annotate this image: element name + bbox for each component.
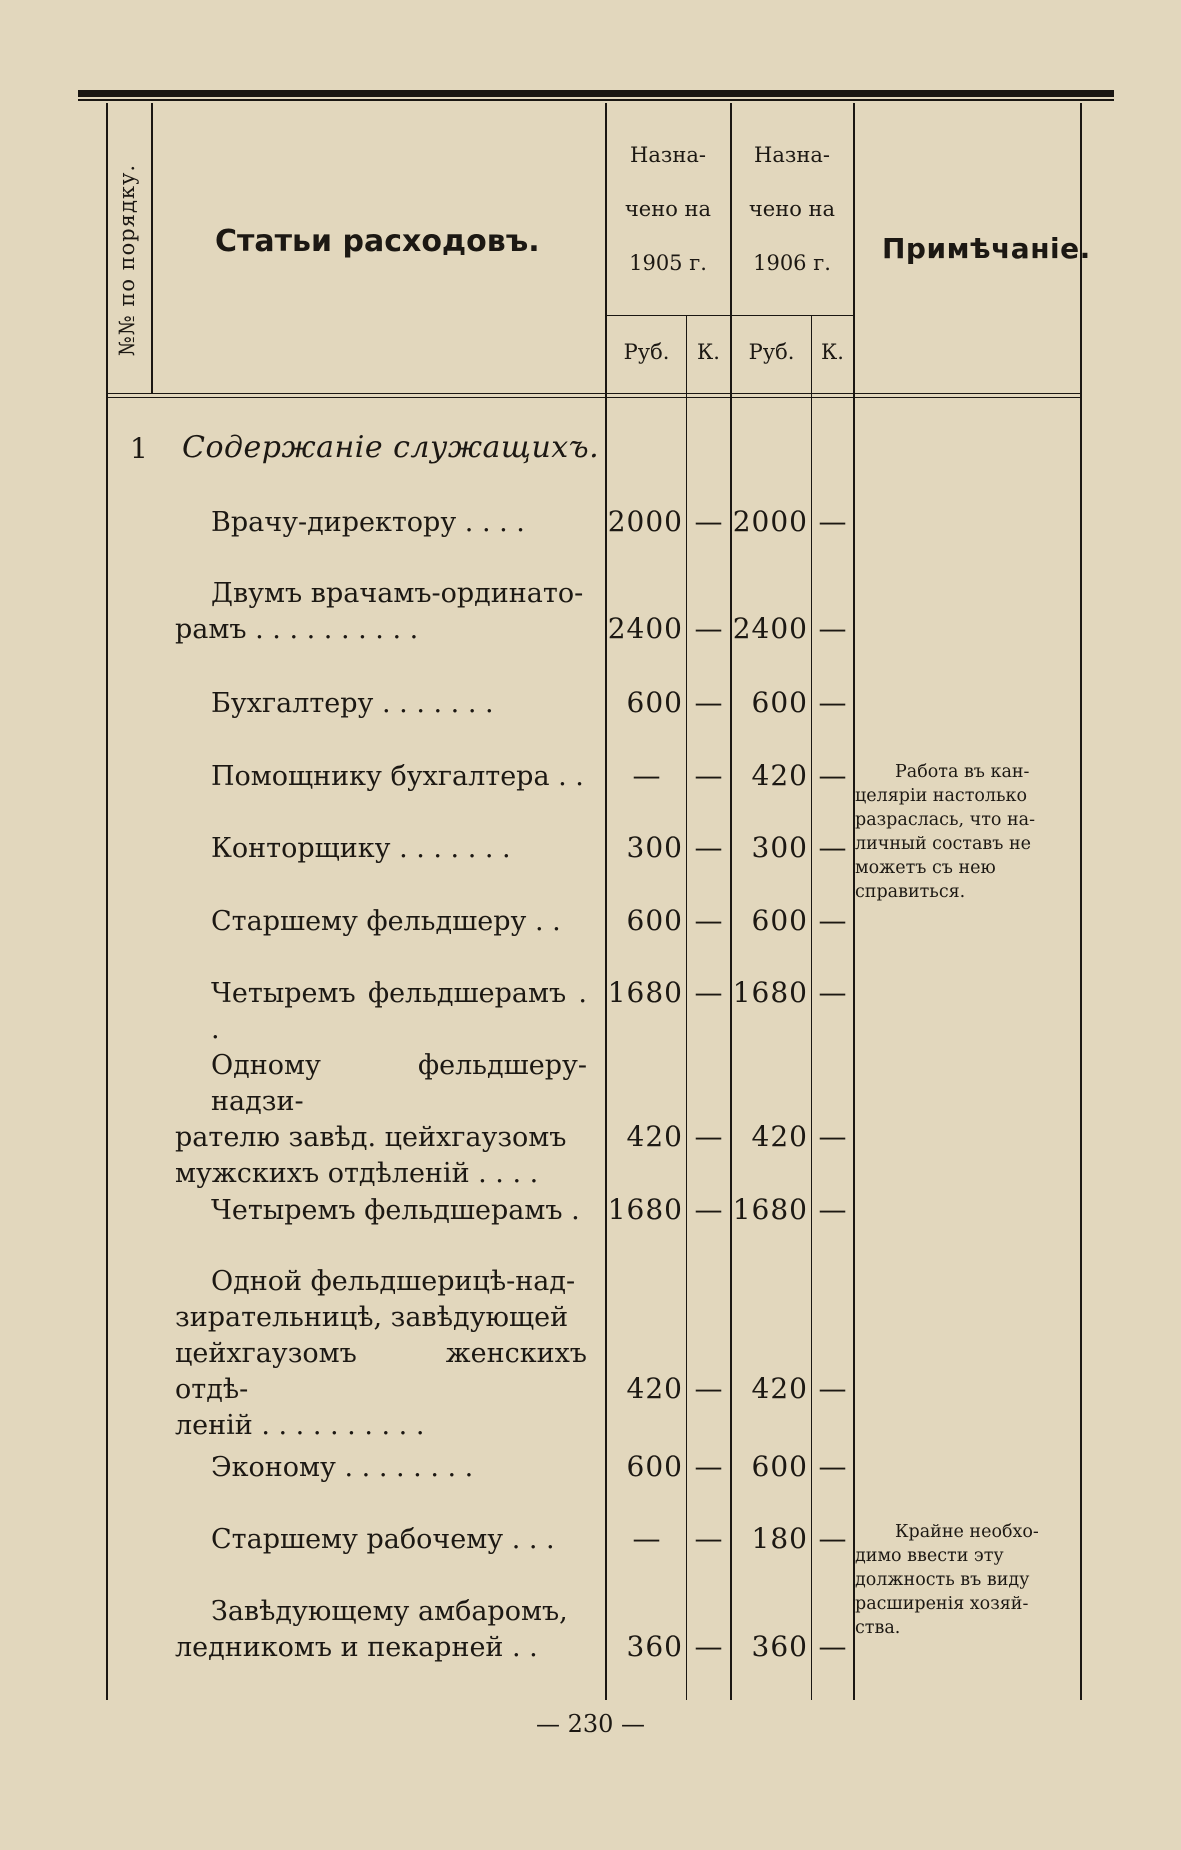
kop-1905: —	[694, 976, 723, 1009]
row-line: Одной фельдшерицѣ-над-	[211, 1266, 576, 1297]
kop-1905: —	[694, 505, 723, 538]
remark-line: ства.	[855, 1618, 901, 1638]
remark-line: личный составъ не	[855, 834, 1031, 854]
kop-1905: —	[694, 1120, 723, 1153]
row-line: зирательницѣ, завѣдующей	[175, 1302, 569, 1333]
column-header-1905	[607, 128, 729, 290]
column-header-1905-line3: 1905 г.	[629, 251, 707, 275]
amount-1906: 600	[751, 1450, 808, 1483]
kop-1905: —	[694, 612, 723, 645]
remark-line: димо ввести эту	[855, 1546, 1004, 1566]
column-header-1906-line2: чено на	[748, 197, 836, 221]
header-bottom-rule-2	[106, 397, 1082, 398]
table-row-label	[175, 1450, 587, 1486]
amount-1906: 1680	[732, 976, 808, 1009]
kop-1905: —	[694, 831, 723, 864]
row-line: леній . . . . . . . . . .	[175, 1410, 425, 1441]
kop-1906: —	[818, 831, 847, 864]
remark-line: Крайне необхо-	[895, 1522, 1039, 1542]
kop-1906: —	[818, 612, 847, 645]
column-header-1905-line1: Назна-	[630, 143, 706, 167]
column-header-1906	[732, 128, 852, 290]
unit-kop-1905: К.	[697, 340, 720, 364]
amount-1905: 600	[626, 1450, 683, 1483]
column-header-number-text: №№ по порядку.	[115, 163, 139, 357]
amount-1906: 300	[751, 831, 808, 864]
remark-line: целяріи настолько	[855, 786, 1028, 806]
remark-line: должность въ виду	[855, 1570, 1030, 1590]
table-row-label	[175, 831, 587, 867]
table-row-label	[175, 904, 587, 940]
row-line: Бухгалтеру . . . . . . .	[211, 688, 494, 719]
remark-senior-worker	[855, 1520, 1073, 1640]
kop-1905: —	[694, 1630, 723, 1663]
row-line: Старшему рабочему . . .	[211, 1524, 555, 1555]
table-row-label	[175, 759, 587, 795]
remark-line: расширенія хозяй-	[855, 1594, 1029, 1614]
amount-1906: 420	[751, 759, 808, 792]
amount-1906: 1680	[732, 1193, 808, 1226]
amount-1906: 420	[751, 1120, 808, 1153]
remark-line: справиться.	[855, 882, 966, 902]
table-row-label	[175, 505, 587, 541]
kop-1906: —	[818, 976, 847, 1009]
row-line: Четыремъ фельдшерамъ .	[211, 1195, 580, 1226]
row-line: Конторщику . . . . . . .	[211, 833, 511, 864]
kop-1906: —	[818, 1630, 847, 1663]
section-number: 1	[130, 432, 148, 465]
column-header-1905-line2: чено на	[624, 197, 712, 221]
kop-1906: —	[818, 759, 847, 792]
kop-1906: —	[818, 505, 847, 538]
row-line: Одному фельдшеру-надзи-	[211, 1050, 587, 1117]
row-line: цейхгаузомъ женскихъ отдѣ-	[175, 1338, 587, 1405]
amount-1905: 1680	[607, 976, 683, 1009]
amount-1906: 600	[751, 686, 808, 719]
unit-rub-1905: Руб.	[623, 340, 670, 364]
year-subheader-rule	[605, 315, 853, 316]
amount-1905: 2400	[607, 612, 683, 645]
amount-1905: 360	[626, 1630, 683, 1663]
column-header-1906-line3: 1906 г.	[753, 251, 831, 275]
amount-1905: —	[632, 1522, 661, 1555]
remark-line: разраслась, что на-	[855, 810, 1035, 830]
amount-1905: —	[632, 759, 661, 792]
page-number: — 230 —	[535, 1710, 646, 1738]
row-line: Четыремъ фельдшерамъ . .	[211, 978, 587, 1045]
kop-1905: —	[694, 1450, 723, 1483]
row-line: Врачу-директору . . . .	[211, 507, 525, 538]
table-row-label	[175, 686, 587, 722]
kop-1906: —	[818, 1450, 847, 1483]
column-header-items: Статьи расходовъ.	[215, 224, 540, 259]
top-rule	[78, 90, 1114, 97]
amount-1905: 1680	[607, 1193, 683, 1226]
amount-1905: 600	[626, 904, 683, 937]
kop-1906: —	[818, 904, 847, 937]
row-line: рателю завѣд. цейхгаузомъ	[175, 1122, 567, 1153]
column-header-number	[104, 125, 150, 395]
row-line: Эконому . . . . . . . .	[211, 1452, 474, 1483]
column-header-1906-line1: Назна-	[754, 143, 830, 167]
kop-1905: —	[694, 904, 723, 937]
kop-1905: —	[694, 1193, 723, 1226]
kop-1905: —	[694, 1522, 723, 1555]
kop-1905: —	[694, 1372, 723, 1405]
remark-line: можетъ съ нею	[855, 858, 996, 878]
row-line: Старшему фельдшеру . .	[211, 906, 561, 937]
amount-1905: 2000	[607, 505, 683, 538]
amount-1906: 420	[751, 1372, 808, 1405]
kop-1906: —	[818, 1522, 847, 1555]
row-line: мужскихъ отдѣленій . . . .	[175, 1158, 539, 1189]
top-rule-thin	[78, 99, 1114, 101]
row-line: Завѣдующему амбаромъ,	[211, 1596, 568, 1627]
amount-1906: 2000	[732, 505, 808, 538]
kop-1906: —	[818, 1120, 847, 1153]
section-title: Содержаніе служащихъ.	[182, 430, 600, 465]
kop-1906: —	[818, 1193, 847, 1226]
amount-1906: 2400	[732, 612, 808, 645]
table-row-label	[175, 1594, 587, 1666]
amount-1905: 300	[626, 831, 683, 864]
remark-line: Работа въ кан-	[895, 762, 1030, 782]
kop-1906: —	[818, 686, 847, 719]
table-row-label	[175, 1193, 587, 1229]
kop-1906: —	[818, 1372, 847, 1405]
header-bottom-rule	[106, 393, 1082, 394]
row-line: Помощнику бухгалтера . .	[211, 761, 584, 792]
amount-1906: 600	[751, 904, 808, 937]
remark-clerk-office	[855, 760, 1073, 904]
row-line: Двумъ врачамъ-ординато-	[211, 578, 584, 609]
table-row-label	[175, 976, 587, 1048]
amount-1905: 420	[626, 1120, 683, 1153]
table-row-label	[175, 1048, 587, 1192]
amount-1906: 180	[751, 1522, 808, 1555]
row-line: ледникомъ и пекарней . .	[175, 1632, 538, 1663]
kop-1905: —	[694, 686, 723, 719]
unit-rub-1906: Руб.	[748, 340, 795, 364]
amount-1905: 600	[626, 686, 683, 719]
num-column-border	[151, 103, 153, 393]
amount-1906: 360	[751, 1630, 808, 1663]
kop-1905: —	[694, 759, 723, 792]
table-row-label	[175, 1264, 587, 1444]
amount-1905: 420	[626, 1372, 683, 1405]
unit-kop-1906: К.	[821, 340, 844, 364]
table-right-border	[1080, 103, 1082, 1700]
column-header-note: Примѣчаніе.	[882, 232, 1091, 265]
table-row-label	[175, 1522, 587, 1558]
row-line: рамъ . . . . . . . . . .	[175, 614, 419, 645]
table-row-label	[175, 576, 587, 648]
